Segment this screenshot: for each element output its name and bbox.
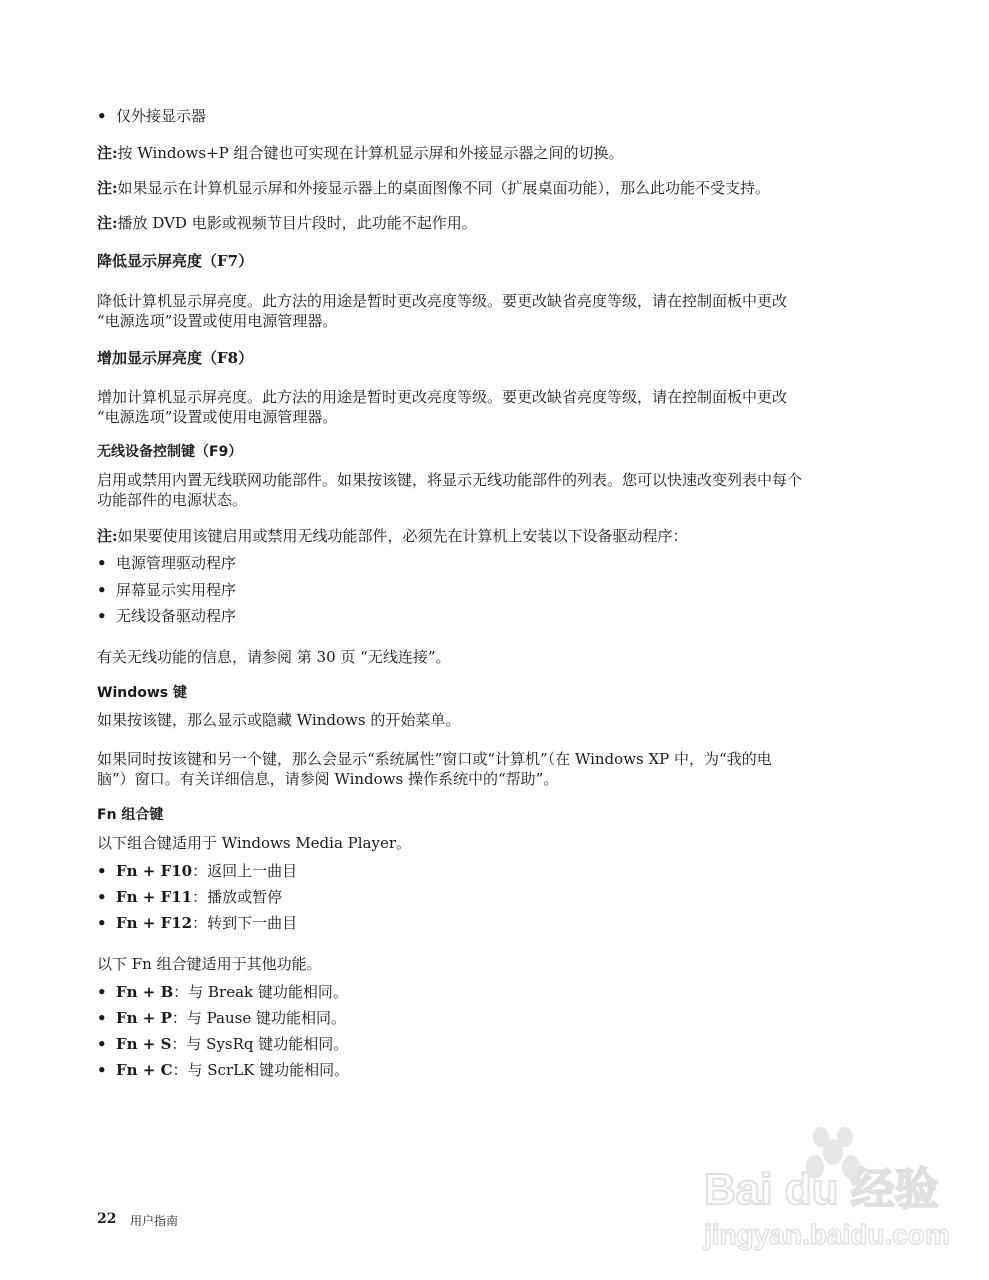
note-line <box>97 213 887 233</box>
note-text: 如果要使用该键启用或禁用无线功能部件，必须先在计算机上安装以下设备驱动程序： <box>117 527 688 545</box>
note-text: 播放 DVD 电影或视频节目片段时，此功能不起作用。 <box>117 214 477 232</box>
bullet-dot: • <box>97 983 107 1001</box>
bullet-text: 无线设备驱动程序 <box>116 607 237 625</box>
bullet-dot: • <box>97 914 107 932</box>
key-combo: Fn + S <box>116 1035 172 1053</box>
heading-text: Windows 键 <box>97 685 187 701</box>
paragraph-line: 降低计算机显示屏亮度。此方法的用途是暂时更改亮度等级。要更改缺省亮度等级，请在控制面板中更改 <box>97 292 788 310</box>
key-combo: Fn + F12 <box>116 914 193 932</box>
note-text: 按 Windows+P 组合键也可实现在计算机显示屏和外接显示器之间的切换。 <box>117 144 624 162</box>
note-label: 注: <box>97 144 118 162</box>
key-description: ：播放或暂停 <box>192 888 283 906</box>
heading-text: Fn 组合键 <box>97 807 164 823</box>
watermark-url: jingyan.baidu.com <box>704 1219 950 1250</box>
paw-toe-icon <box>837 1127 853 1147</box>
bullet-dot: • <box>97 554 107 572</box>
section-heading-f7: 降低显示屏亮度（F7） <box>97 252 254 270</box>
paragraph-line: 启用或禁用内置无线联网功能部件。如果按该键，将显示无线功能部件的列表。您可以快速改变列表中每个 <box>97 471 803 489</box>
section-heading-f9 <box>97 442 887 462</box>
bullet-dot: • <box>97 862 107 880</box>
bullet-text: 仅外接显示器 <box>116 107 207 125</box>
note-label: 注: <box>97 527 118 545</box>
bullet-dot: • <box>97 1009 107 1027</box>
footer-title: 用户指南 <box>130 1214 179 1228</box>
watermark-brand: Bai du 经验 <box>704 1165 939 1214</box>
bullet-dot: • <box>97 1035 107 1053</box>
note-label: 注: <box>97 214 118 232</box>
bullet-dot: • <box>97 581 107 599</box>
note-label: 注: <box>97 179 118 197</box>
key-description: ：转到下一曲目 <box>192 914 298 932</box>
paragraph-line: 脑”）窗口。有关详细信息，请参阅 Windows 操作系统中的“帮助”。 <box>97 770 559 788</box>
key-description: ：与 ScrLK 键功能相同。 <box>172 1061 350 1079</box>
bullet-text: 屏幕显示实用程序 <box>116 581 237 599</box>
note-line <box>97 143 887 163</box>
note-text: 如果显示在计算机显示屏和外接显示器上的桌面图像不同（扩展桌面功能），那么此功能不受支持。 <box>117 179 771 197</box>
bullet-text: 电源管理驱动程序 <box>116 554 237 572</box>
paw-toe-icon <box>813 1127 829 1147</box>
key-description: ：与 SysRq 键功能相同。 <box>171 1035 349 1053</box>
paragraph-line: “电源选项”设置或使用电源管理器。 <box>97 312 338 330</box>
paragraph-line: 以下 Fn 组合键适用于其他功能。 <box>97 955 322 973</box>
key-combo: Fn + F11 <box>116 888 193 906</box>
baidu-watermark <box>700 1120 960 1270</box>
page-number: 22 <box>97 1211 117 1227</box>
bullet-dot: • <box>97 1061 107 1079</box>
key-combo: Fn + C <box>116 1061 173 1079</box>
key-description: ：返回上一曲目 <box>192 862 298 880</box>
note-line <box>97 178 887 198</box>
key-description: ：与 Break 键功能相同。 <box>173 983 348 1001</box>
paragraph-line: 以下组合键适用于 Windows Media Player。 <box>97 834 412 852</box>
bullet-dot: • <box>97 607 107 625</box>
section-heading-fn-keys <box>97 805 887 825</box>
paragraph-line: 如果同时按该键和另一个键，那么会显示“系统属性”窗口或“计算机”（在 Windows XP 中，为“我的电 <box>97 750 772 768</box>
section-heading-f8: 增加显示屏亮度（F8） <box>97 349 254 367</box>
paragraph-line: “电源选项”设置或使用电源管理器。 <box>97 408 338 426</box>
key-combo: Fn + F10 <box>116 862 193 880</box>
note-line <box>97 526 887 546</box>
paragraph-line: 增加计算机显示屏亮度。此方法的用途是暂时更改亮度等级。要更改缺省亮度等级，请在控制面板中更改 <box>97 388 788 406</box>
heading-text: 无线设备控制键（F9） <box>97 444 243 460</box>
section-heading-windows-key <box>97 683 887 703</box>
bullet-dot: • <box>97 888 107 906</box>
bullet-dot: • <box>97 107 107 125</box>
key-description: ：与 Pause 键功能相同。 <box>171 1009 346 1027</box>
paragraph-line: 如果按该键，那么显示或隐藏 Windows 的开始菜单。 <box>97 711 461 729</box>
paragraph-line: 功能部件的电源状态。 <box>97 491 248 509</box>
key-combo: Fn + B <box>116 983 174 1001</box>
key-combo: Fn + P <box>116 1009 172 1027</box>
cross-reference-line: 有关无线功能的信息，请参阅 第 30 页 “无线连接”。 <box>97 648 451 666</box>
